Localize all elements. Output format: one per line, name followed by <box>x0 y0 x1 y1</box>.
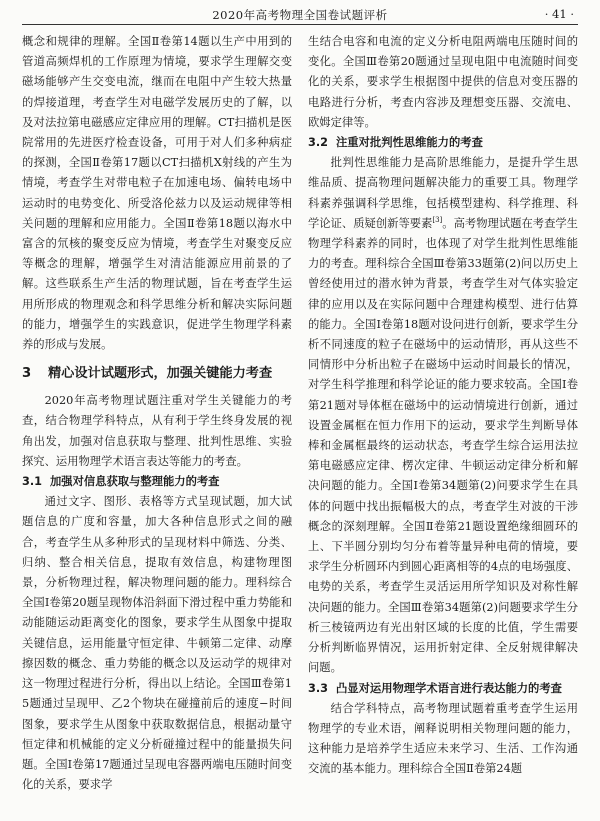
page-number: · 41 · <box>544 7 574 21</box>
paragraph: 2020年高考物理试题注重对学生关键能力的考查，结合物理学科特点，从有利于学生终身发展的视角出发，加强对信息获取与整理、批判性思维、实验探究、运用物理学术语言表达等能力的考查。 <box>22 394 292 468</box>
paragraph <box>308 153 578 678</box>
right-column <box>308 32 578 816</box>
paragraph: 概念和规律的理解。全国Ⅱ卷第14题以生产中用到的管道高频焊机的工作原理为情境，要求学生理解交变磁场能够产生交变电流，继而在电阻中产生较大热量的焊接道理，考查学生对电磁学发展历史的了解，以及对法拉第电磁感应定律应用的理解。CT扫描机是医院常用的先进医疗检查设备，可用于对人们多种病症的探测，全国Ⅱ卷第17题以CT扫描机X射线的产生为情境，考查学生对带电粒子在加速电场、偏转电场中运动时的电势变化、所受洛伦兹力以及运动规律等相关问题的理解和应用能力。全国Ⅱ卷第18题以海水中富含的氘核的聚变反应为情境，考查学生对聚变反应等概念的理解，增强学生对清洁能源应用前景的了解。这些联系生产生活的物理试题，旨在考查学生运用所形成的物理观念和科学思维分析和解决实际问题的能力，增强学生的实践意识，促进学生物理学科素养的形成与发展。 <box>22 35 292 352</box>
paragraph: 结合学科特点，高考物理试题着重考查学生运用物理学的专业术语，阐释说明相关物理问题的能力，这种能力是培养学生适应未来学习、生活、工作沟通交流的基本能力。理科综合全国Ⅱ卷第24题 <box>308 701 578 776</box>
paragraph-text: 批判性思维能力是高阶思维能力，是提升学生思维品质、提高物理问题解决能力的重要工具。物理学科素养强调科学思维，包括模型建构、科学推理、科学论证、质疑创新等要素 <box>308 156 578 230</box>
subsection-number: 3.3 <box>308 681 329 695</box>
running-header <box>22 6 578 25</box>
subsection-heading <box>308 133 578 153</box>
citation-ref: [3] <box>432 216 443 225</box>
section-title: 精心设计试题形式，加强关键能力考查 <box>48 366 273 382</box>
section-heading <box>22 363 292 385</box>
subsection-number: 3.1 <box>22 475 43 489</box>
paragraph: 生结合电容和电流的定义分析电阻两端电压随时间的变化。全国Ⅲ卷第20题通过呈现电阻中电流随时间变化的关系，要求学生根据图中提供的信息对变压器的电路进行分析，考查内容涉及理想变压器、交流电、欧姆定律等。 <box>308 35 578 129</box>
paragraph: 通过文字、图形、表格等方式呈现试题，加大试题信息的广度和容量，加大各种信息形式之间的融合，考查学生从多种形式的呈现材料中筛选、分类、归纳、整合相关信息，提取有效信息，构建物理图景，分析物理过程，解决物理问题的能力。理科综合全国Ⅰ卷第20题呈现物体沿斜面下滑过程中重力势能和动能随运动距离变化的图象，要求学生从图象中提取关键信息，运用能量守恒定律、牛顿第二定律、动摩擦因数的概念、重力势能的概念以及运动学的规律对这一物理过程进行分析，得出以上结论。全国Ⅲ卷第15题通过呈现甲、乙2个物块在碰撞前后的速度−时间图象，要求学生从图象中获取数据信息，根据动量守恒定律和机械能的定义分析碰撞过程中的能量损失问题。全国Ⅰ卷第17题通过呈现电容器两端电压随时间变化的关系，要求学 <box>22 495 292 792</box>
subsection-title: 加强对信息获取与整理能力的考查 <box>50 475 220 489</box>
subsection-heading <box>22 472 292 492</box>
left-column <box>22 32 292 816</box>
section-number: 3 <box>22 366 32 382</box>
paragraph-text: 。高考物理试题在考查学生物理学科素养的同时，也体现了对学生批判性思维能力的考查。理科综合全国Ⅲ卷第33题第(2)问以历史上曾经使用过的潜水钟为背景，考查学生对气体实验定律的应用以及在实际问题中合理建构模型、进行估算的能力。全国Ⅰ卷第18题对设问进行创新，要求学生分析不同速度的粒子在磁场中的运动情形，再从这些不同情形中分析出粒子在磁场中运动时间最长的情况，对学生科学推理和科学论证的能力要求较高。全国Ⅰ卷第21题对导体框在磁场中的运动情境进行创新，通过设置金属框在恒力作用下的运动，要求学生判断导体棒和金属框最终的运动状态，考查学生综合运用法拉第电磁感应定律、楞次定律、牛顿运动定律分析和解决问题的能力。全国Ⅰ卷第34题第(2)问要求学生在具体的问题中找出振幅极大的点，考查学生对波的干涉概念的深刻理解。全国Ⅱ卷第21题设置绝缘细圆环的上、下半圆分别均匀分布着等量异种电荷的情境，要求学生分析圆环内到圆心距离相等的4点的电场强度、电势的关系，考查学生灵活运用所学知识及对称性解决问题的能力。全国Ⅲ卷第34题第(2)问题要求学生分析三棱镜两边有光出射区域的长度的比值，学生需要分析判断临界情况，运用折射定律、全反射规律解决问题。 <box>308 216 578 675</box>
subsection-title: 注重对批判性思维能力的考查 <box>336 136 483 150</box>
subsection-number: 3.2 <box>308 136 329 150</box>
subsection-heading <box>308 679 578 699</box>
journal-article-title: 2020年高考物理全国卷试题评析 <box>212 8 388 22</box>
subsection-title: 凸显对运用物理学术语言进行表达能力的考查 <box>336 681 562 695</box>
